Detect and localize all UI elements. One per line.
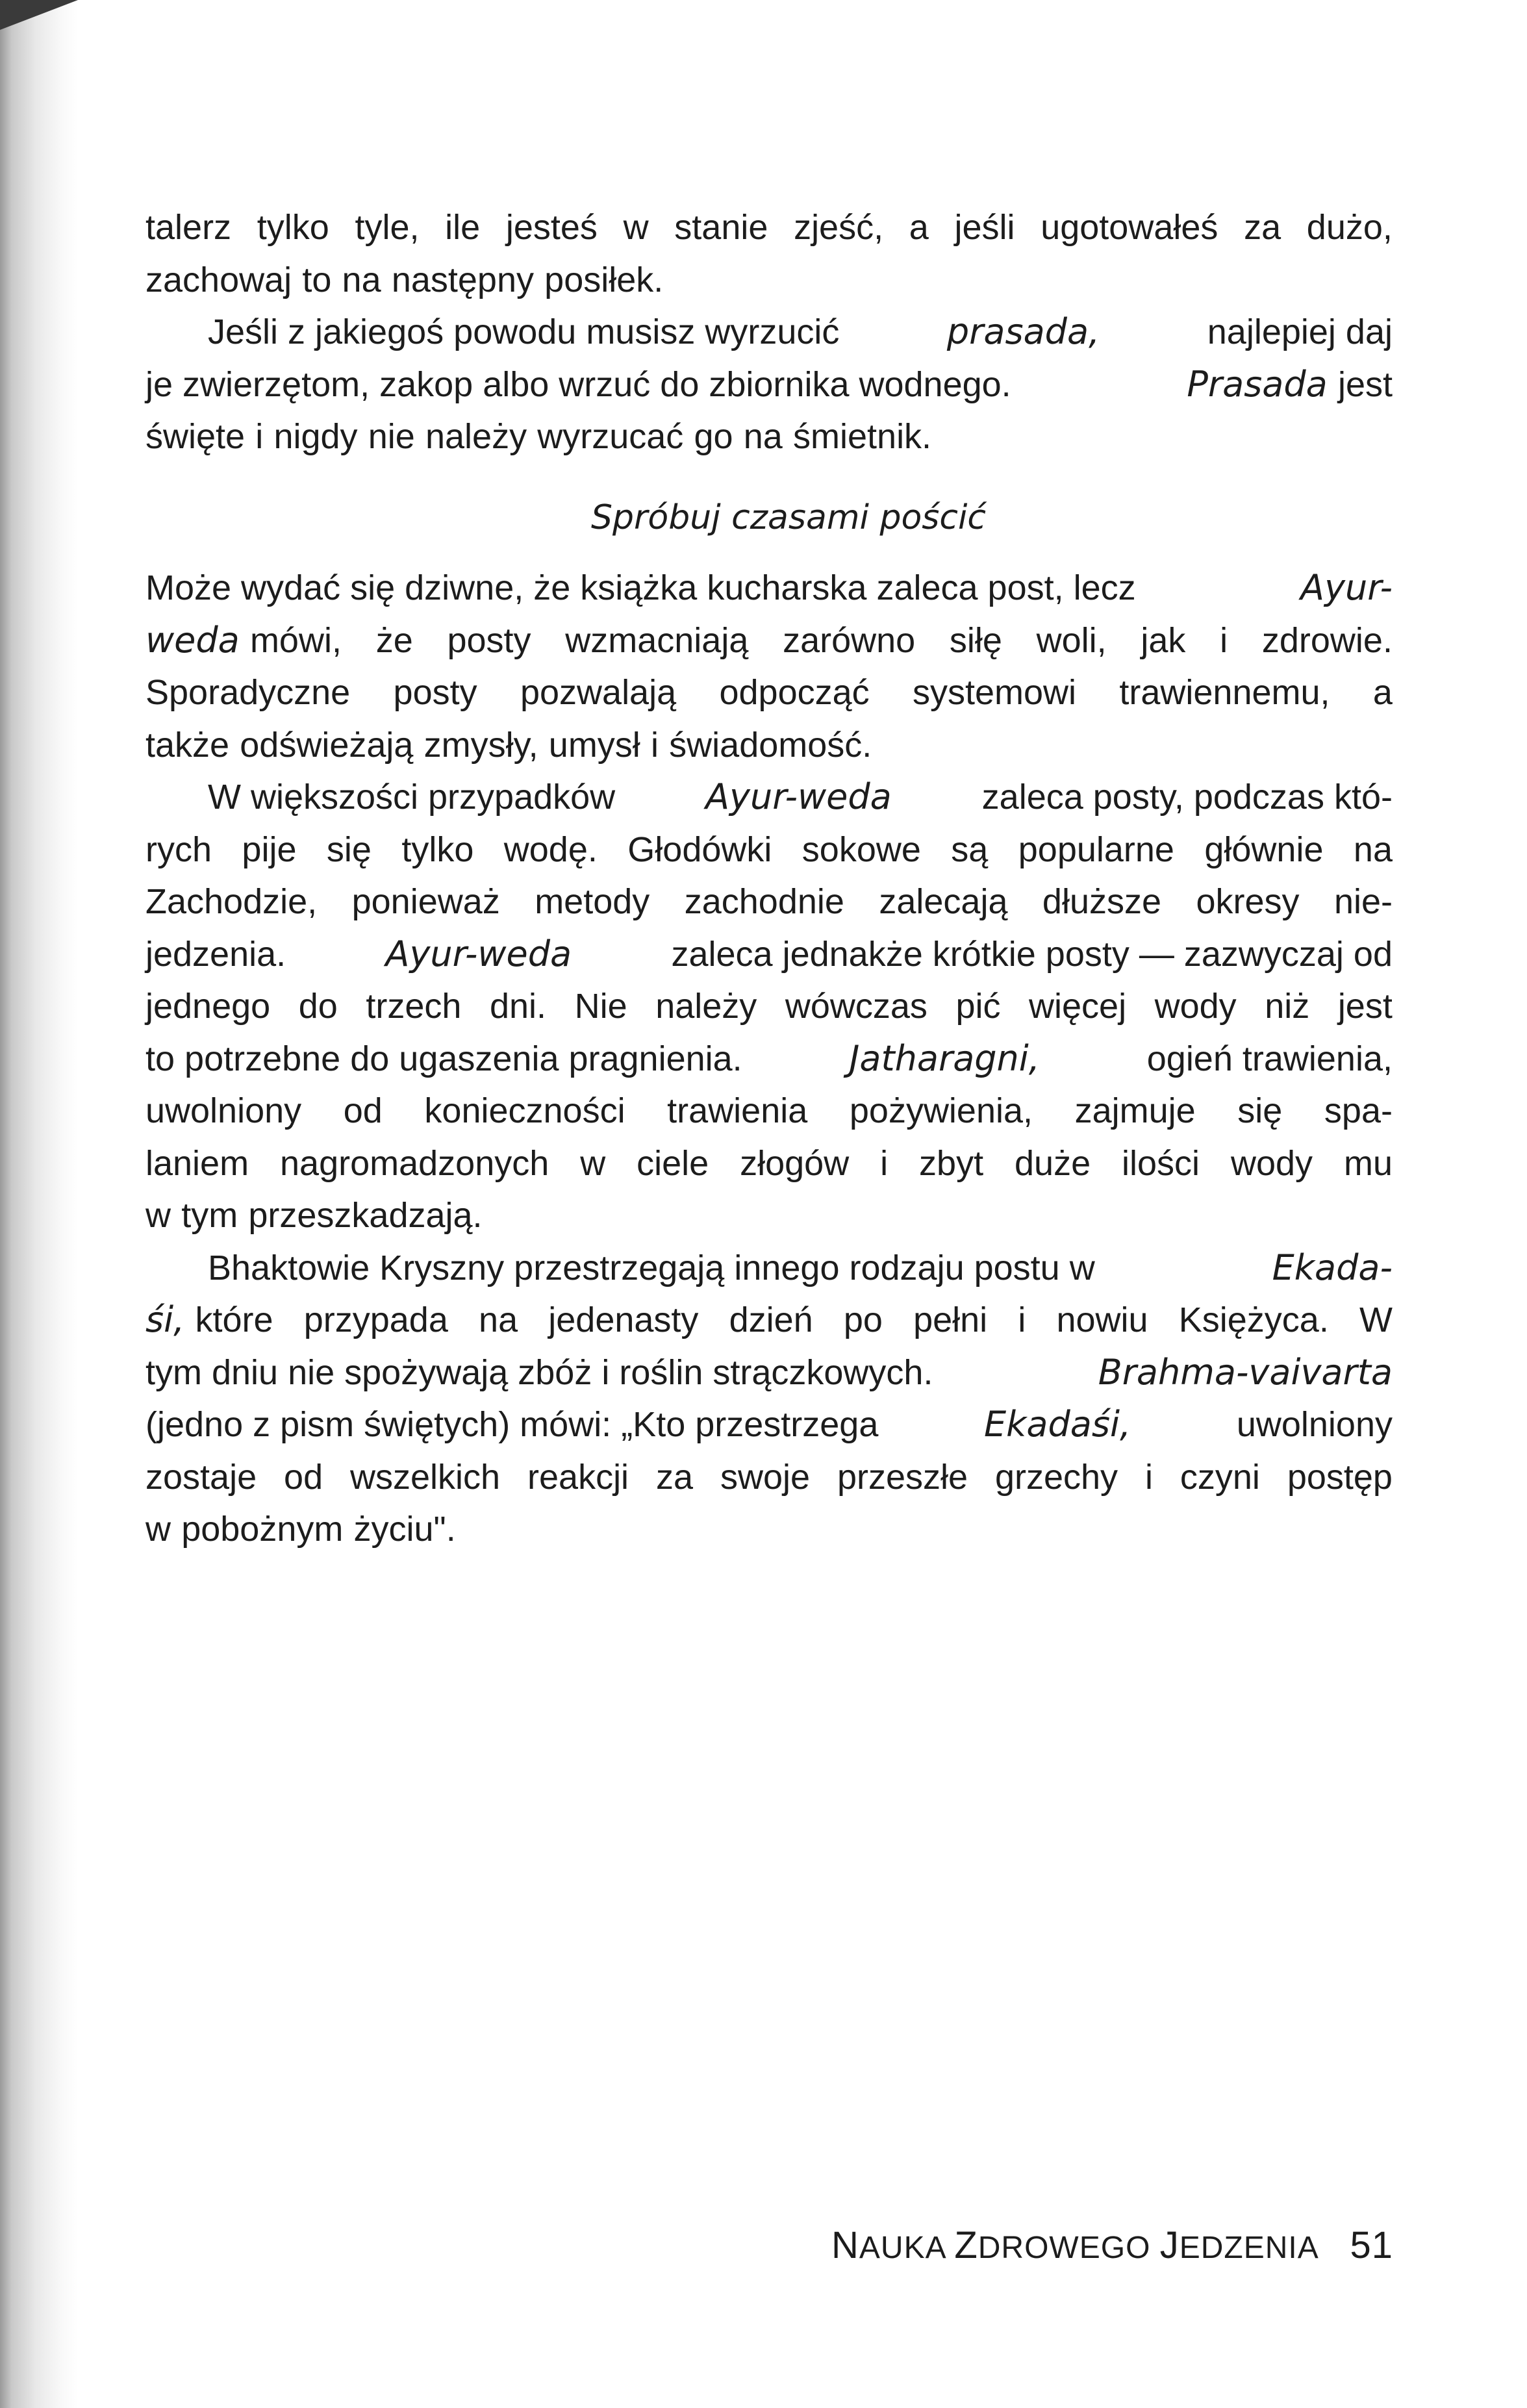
word: przypada (303, 1300, 448, 1339)
italic-term: Ekadaśi, (984, 1404, 1131, 1445)
word: i (1018, 1300, 1026, 1339)
text-run: zaleca posty, podczas któ- (981, 778, 1393, 817)
text-run: (jedno z pism świętych) mówi: „Kto przestrzega (145, 1405, 879, 1444)
word: trawienia (667, 1091, 808, 1130)
word: w (145, 1196, 171, 1235)
word: święte (145, 417, 246, 456)
word: pożywienia, (849, 1091, 1033, 1130)
word: ciele (637, 1143, 709, 1183)
word: wody (1154, 987, 1237, 1026)
text-run: je zwierzętom, zakop albo wrzuć do zbiornika wodnego. (145, 364, 1011, 404)
word: zachodnie (684, 882, 844, 921)
text-line (145, 359, 1393, 411)
word: systemowi (912, 673, 1077, 712)
word: za (1244, 208, 1281, 247)
word: laniem (145, 1143, 249, 1183)
word: zarówno (783, 620, 916, 660)
word: a (1372, 673, 1393, 712)
scan-corner-mark (0, 0, 78, 30)
word: go (694, 417, 733, 456)
italic-term: weda (145, 619, 240, 661)
word: świadomość. (669, 725, 872, 765)
word: się (326, 830, 372, 869)
word: odpocząć (719, 673, 870, 712)
word: nigdy (273, 417, 358, 456)
word: a (909, 208, 929, 247)
word: jednego (145, 987, 271, 1026)
word: zjeść, (794, 208, 884, 247)
word: uwolniony (145, 1091, 302, 1130)
text-run: jest (1337, 364, 1393, 404)
word: od (343, 1091, 383, 1130)
word: popularne (1018, 830, 1174, 869)
section-heading: Spróbuj czasami pościć (590, 498, 987, 537)
word: zajmuje (1074, 1091, 1196, 1130)
word: do (298, 987, 338, 1026)
word: postęp (1287, 1457, 1393, 1497)
text-line (145, 201, 1393, 254)
word: złogów (740, 1143, 850, 1183)
text-run-group (1187, 359, 1393, 411)
text-run: ogień trawienia, (1146, 1039, 1393, 1078)
spacer (145, 463, 1393, 492)
word: odświeżają (240, 725, 414, 765)
word: następny (391, 260, 534, 299)
text-line (145, 1189, 1393, 1242)
word: posty (447, 620, 531, 660)
word: trawiennemu, (1119, 673, 1330, 712)
italic-term: śi, (145, 1299, 185, 1340)
word: wodę. (503, 830, 598, 869)
word: stanie (674, 208, 768, 247)
text-run: uwolniony (1236, 1405, 1393, 1444)
word: trzech (366, 987, 462, 1026)
word: na (1353, 830, 1393, 869)
word: posty (393, 673, 477, 712)
word: pełni (913, 1300, 988, 1339)
word: tylko (257, 208, 329, 247)
smallcaps-initial: J (1159, 2224, 1180, 2266)
word: pić (955, 987, 1001, 1026)
word: śmietnik. (793, 417, 932, 456)
word: nie (368, 417, 415, 456)
text-line (145, 980, 1393, 1033)
word: jedenasty (548, 1300, 699, 1339)
page-number: 51 (1350, 2224, 1393, 2266)
word: wzmacniają (565, 620, 749, 660)
word: duże (1015, 1143, 1091, 1183)
text-line (145, 306, 1393, 359)
text-line (145, 824, 1393, 876)
word: i (1220, 620, 1228, 660)
word: reakcji (527, 1457, 629, 1497)
text-line (145, 928, 1393, 981)
text-line (145, 254, 1393, 307)
text-line (145, 411, 1393, 463)
word: są (951, 830, 989, 869)
word: grzechy (994, 1457, 1118, 1497)
text-line (145, 719, 1393, 772)
word: to (302, 260, 332, 299)
italic-term: Ekada- (1272, 1247, 1393, 1288)
word: nie- (1333, 882, 1393, 921)
italic-term: Prasada (1187, 363, 1328, 405)
word: woli, (1036, 620, 1107, 660)
text-line (145, 1399, 1393, 1451)
text-line (145, 1085, 1393, 1137)
word: ilości (1122, 1143, 1200, 1183)
italic-term: Ayur- (1300, 567, 1393, 608)
text-run: Może wydać się dziwne, że książka kucharska zaleca post, lecz (145, 568, 1136, 607)
word: na (743, 417, 783, 456)
body-text (145, 201, 1393, 1556)
word: się (1237, 1091, 1283, 1130)
word: czyni (1180, 1457, 1260, 1497)
word: od (284, 1457, 323, 1497)
italic-term: Brahma-vaivarta (1098, 1351, 1393, 1393)
word: i (1144, 1457, 1153, 1497)
word: tyle, (355, 208, 420, 247)
word: nagromadzonych (280, 1143, 549, 1183)
word: także (145, 725, 230, 765)
text-line (145, 771, 1393, 824)
text-run: zaleca jednakże krótkie posty — zazwyczaj od (671, 934, 1393, 974)
text-run: najlepiej daj (1207, 312, 1393, 351)
word: zmysły, (423, 725, 538, 765)
word: przeszłe (837, 1457, 968, 1497)
binding-shadow (0, 0, 78, 2408)
text-line (145, 1294, 1393, 1347)
text-line (145, 562, 1393, 615)
word: tym (181, 1196, 238, 1235)
word: pije (242, 830, 297, 869)
word: Księżyca. (1178, 1300, 1329, 1339)
word: zostaje (145, 1457, 257, 1497)
word: jeśli (954, 208, 1015, 247)
spacer (145, 544, 1393, 562)
word: jesteś (505, 208, 598, 247)
word: siłę (949, 620, 1002, 660)
word: pobożnym (181, 1510, 344, 1549)
text-line (145, 1347, 1393, 1399)
running-head: NAUKA ZDROWEGO JEDZENIA (831, 2224, 1318, 2266)
italic-term: Ayur-weda (385, 933, 572, 974)
justified-run (250, 615, 1393, 667)
word: W (1359, 1300, 1393, 1339)
word: nowiu (1056, 1300, 1148, 1339)
word: swoje (720, 1457, 811, 1497)
word: należy (425, 417, 527, 456)
word: i (650, 725, 659, 765)
word: zbyt (919, 1143, 984, 1183)
word: wówczas (785, 987, 928, 1026)
justified-run (196, 1294, 1393, 1347)
word: dłuższe (1042, 882, 1162, 921)
text-line (145, 876, 1393, 928)
word: sokowe (801, 830, 921, 869)
word: należy (655, 987, 757, 1026)
text-line (145, 1137, 1393, 1190)
word: i (880, 1143, 889, 1183)
page-footer (783, 2224, 1393, 2267)
word: zalecają (879, 882, 1008, 921)
word: w (145, 1510, 171, 1549)
word: ugotowałeś (1041, 208, 1218, 247)
word: niż (1265, 987, 1310, 1026)
word: wody (1230, 1143, 1313, 1183)
word: Nie (574, 987, 627, 1026)
word: jest (1337, 987, 1393, 1026)
word: na (342, 260, 381, 299)
text-line (145, 1033, 1393, 1085)
word: Zachodzie, (145, 882, 318, 921)
word: wszelkich (350, 1457, 501, 1497)
word: w (623, 208, 649, 247)
italic-term: Ayur-weda (705, 776, 892, 817)
word: Sporadyczne (145, 673, 351, 712)
smallcaps-initial: Z (954, 2224, 978, 2266)
word: metody (535, 882, 650, 921)
text-run: Jeśli z jakiegoś powodu musisz wyrzucić (208, 312, 840, 351)
text-line (145, 1451, 1393, 1504)
word: jak (1141, 620, 1186, 660)
word: konieczności (424, 1091, 625, 1130)
word: życiu". (353, 1510, 456, 1549)
text-run: Bhaktowie Kryszny przestrzegają innego rodzaju postu w (208, 1248, 1095, 1287)
text-line (145, 615, 1393, 667)
word: tylko (401, 830, 474, 869)
smallcaps-initial: N (831, 2224, 859, 2266)
text-line (145, 666, 1393, 719)
word: za (655, 1457, 694, 1497)
word: dużo, (1306, 208, 1393, 247)
word: mu (1343, 1143, 1393, 1183)
italic-term: prasada, (946, 311, 1100, 352)
word: Głodówki (627, 830, 772, 869)
word: posiłek. (544, 260, 664, 299)
word: które (195, 1300, 273, 1339)
word: mówi, (249, 620, 342, 660)
word: i (255, 417, 264, 456)
word: ponieważ (351, 882, 500, 921)
text-run: to potrzebne do ugaszenia pragnienia. (145, 1039, 742, 1078)
word: ile (445, 208, 481, 247)
word: zachowaj (145, 260, 292, 299)
word: rych (145, 830, 212, 869)
word: pozwalają (520, 673, 677, 712)
word: w (580, 1143, 606, 1183)
word: umysł (548, 725, 640, 765)
word: po (843, 1300, 883, 1339)
italic-term: Jatharagni, (849, 1037, 1040, 1079)
word: dzień (729, 1300, 813, 1339)
text-run: W większości przypadków (208, 778, 616, 817)
word: że (375, 620, 413, 660)
word: spa- (1324, 1091, 1393, 1130)
word: zdrowie. (1261, 620, 1393, 660)
word: wyrzucać (537, 417, 684, 456)
word: talerz (145, 208, 232, 247)
text-run: jedzenia. (145, 934, 286, 974)
text-line (145, 1242, 1393, 1295)
text-run: tym dniu nie spożywają zbóż i roślin strączkowych. (145, 1352, 933, 1392)
word: na (479, 1300, 518, 1339)
word: więcej (1029, 987, 1127, 1026)
word: dni. (489, 987, 547, 1026)
text-line (145, 1503, 1393, 1556)
word: głównie (1204, 830, 1324, 869)
word: okresy (1196, 882, 1300, 921)
word: przeszkadzają. (248, 1196, 483, 1235)
